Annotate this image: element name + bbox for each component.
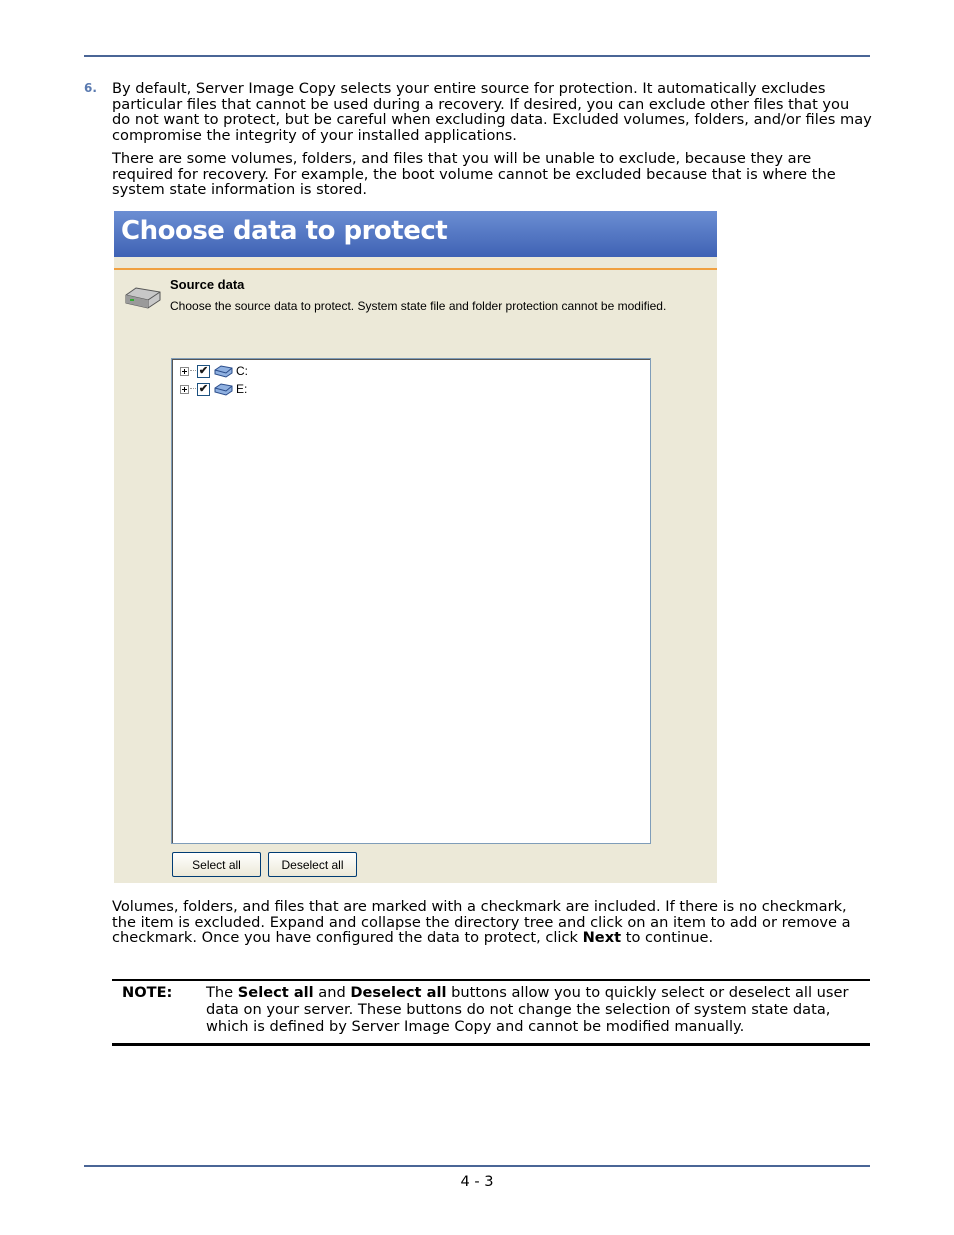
source-tree[interactable] [171,358,651,844]
next-keyword: Next [582,929,622,947]
expand-icon[interactable] [180,385,189,394]
note-label: NOTE: [122,984,173,1001]
dialog-title: Choose data to protect [121,216,448,246]
note-text: The Select all and Deselect all buttons allow you to quickly select or deselect all user data on your server. These buttons do not change the selection of system state data, which is defined by Server Image Copy and cannot be modified manually. [206,984,849,1035]
drive-icon [213,364,233,378]
section-title: Source data [170,277,245,292]
after-paragraph: Volumes, folders, and files that are marked with a checkmark are included. If there is no checkmark, the item is excluded. Expand and collapse the directory tree and click on an item to add or remove a checkmark. Once you have configured the data to protect, click Next to continue. [112,898,851,947]
deselect-all-button[interactable]: Deselect all [268,852,357,877]
dialog-screenshot [114,211,717,883]
footer-rule [84,1165,870,1167]
section-description: Choose the source data to protect. System state file and folder protection cannot be modified. [170,299,667,313]
header-accent-line [114,268,717,270]
drive-icon [213,382,233,396]
tree-item-label: C: [236,364,248,378]
expand-icon[interactable] [180,367,189,376]
step-paragraph-2: There are some volumes, folders, and files that you will be unable to exclude, because they are required for recovery. For example, the boot volume cannot be excluded because that is where the system state information is stored. [112,150,836,199]
dialog-header [114,211,717,257]
tree-item-c[interactable] [180,363,248,379]
tree-connector [190,388,196,390]
step-paragraph-1: By default, Server Image Copy selects your entire source for protection. It automatically excludes particular files that cannot be used during a recovery. If desired, you can exclude other files that you do not want to protect, but be careful when excluding data. Excluded volumes, folders, and/or files may compromise the integrity of your installed applications. [112,80,872,144]
tree-item-label: E: [236,382,248,396]
step-number: 6. [84,81,97,95]
tree-connector [190,370,196,372]
checkbox-e[interactable]: ✔ [198,382,209,395]
checkbox-c[interactable]: ✔ [198,364,209,377]
note-box [112,979,870,1046]
header-rule [84,55,870,57]
page-number: 4 - 3 [460,1173,494,1190]
tree-item-e[interactable] [180,381,247,397]
hard-drive-icon [122,285,162,311]
select-all-button[interactable]: Select all [172,852,261,877]
